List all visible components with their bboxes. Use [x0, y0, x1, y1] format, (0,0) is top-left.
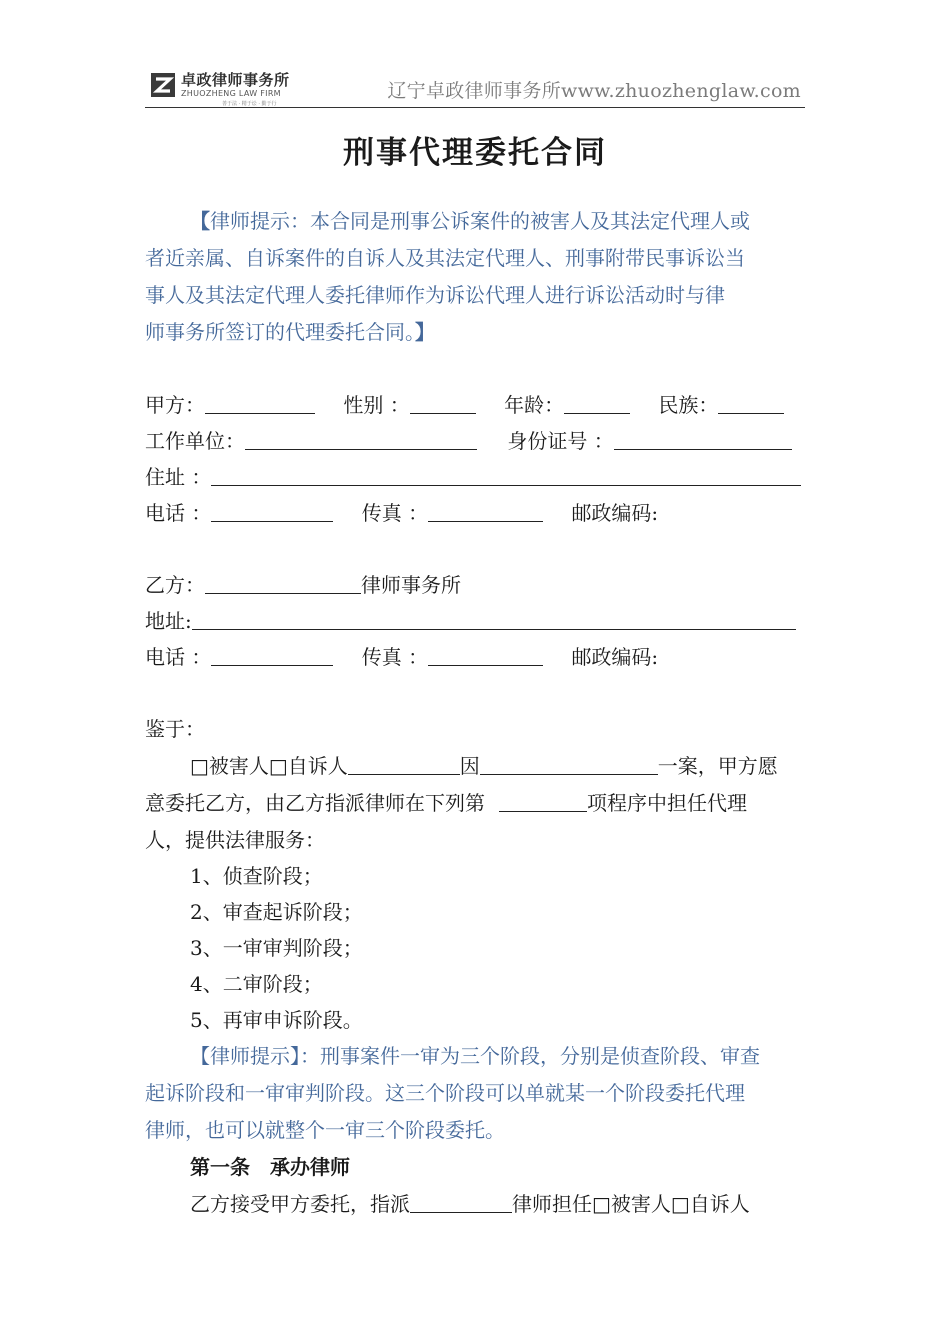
id-number-field[interactable]: [614, 427, 792, 450]
stage-item: 3、一审审判阶段；: [190, 936, 363, 960]
tip1-line1: 【律师提示：本合同是刑事公诉案件的被害人及其法定代理人或: [190, 209, 750, 233]
stage-number-field[interactable]: [499, 789, 587, 812]
stage-item: 5、再审申诉阶段。: [190, 1008, 363, 1032]
gender-label: 性别 ：: [343, 393, 410, 417]
opposing-party-field[interactable]: [348, 752, 460, 775]
party-a-row4: [145, 495, 658, 532]
logo-name-en: ZHUOZHENG LAW FIRM: [181, 89, 281, 98]
party-a-row1: [145, 387, 784, 424]
stage-item: 4、二审阶段；: [190, 972, 323, 996]
logo-icon: [150, 72, 176, 98]
party-b-row3: [145, 639, 658, 676]
party-a-label: 甲方：: [145, 393, 205, 417]
fax-a-label: 传真 ：: [361, 501, 429, 525]
gender-field[interactable]: [410, 391, 476, 414]
age-label: 年龄：: [504, 393, 565, 417]
fax-b-label: 传真 ：: [361, 645, 429, 669]
stage-item: 1、侦查阶段；: [190, 864, 323, 888]
address-b-field[interactable]: [192, 607, 796, 630]
postcode-b-label: 邮政编码:: [571, 645, 659, 669]
phone-a-field[interactable]: [211, 499, 333, 522]
party-b-label: 乙方：: [145, 573, 205, 597]
tip2-line3: 律师，也可以就整个一审三个阶段委托。: [145, 1118, 505, 1142]
whereas-line3: 人，提供法律服务：: [145, 828, 325, 852]
work-unit-label: 工作单位：: [145, 429, 245, 453]
whereas-line1: □被害人□自诉人 因 一案，甲方愿: [190, 754, 778, 778]
page-header: [145, 66, 805, 108]
address-a-field[interactable]: [211, 463, 801, 486]
logo-tagline: 善于法 · 精于讼 · 勤于行: [222, 101, 277, 107]
tip2-line2: 起诉阶段和一审审判阶段。这三个阶段可以单就某一个阶段委托代理: [145, 1081, 745, 1105]
document-title: 刑事代理委托合同: [343, 135, 607, 171]
party-a-row3: [145, 459, 801, 496]
phone-b-field[interactable]: [211, 643, 333, 666]
tip2-line1: 【律师提示】：刑事案件一审为三个阶段，分别是侦查阶段、审查: [190, 1044, 760, 1068]
party-a-name-field[interactable]: [205, 391, 315, 414]
case-cause-field[interactable]: [480, 752, 658, 775]
tip1-line3: 事人及其法定代理人委托律师作为诉讼代理人进行诉讼活动时与律: [145, 283, 725, 307]
tip1-line4: 师事务所签订的代理委托合同。】: [145, 320, 435, 344]
fax-a-field[interactable]: [428, 499, 543, 522]
party-b-row2: [145, 603, 796, 640]
age-field[interactable]: [564, 391, 630, 414]
whereas-label: 鉴于：: [145, 717, 205, 741]
party-b-row1: [145, 567, 461, 604]
postcode-a-label: 邮政编码:: [571, 501, 659, 525]
tip1-line2: 者近亲属、自诉案件的自诉人及其法定代理人、刑事附带民事诉讼当: [145, 246, 745, 270]
article1-line1: 乙方接受甲方委托，指派 律师担任□被害人□自诉人: [190, 1192, 750, 1216]
work-unit-field[interactable]: [245, 427, 477, 450]
id-number-label: 身份证号 ：: [507, 429, 614, 453]
address-a-label: 住址 ：: [145, 465, 212, 489]
stage-item: 2、审查起诉阶段；: [190, 900, 363, 924]
party-b-name-field[interactable]: [205, 571, 361, 594]
logo-name-cn: 卓政律师事务所: [181, 71, 290, 89]
whereas-line2: 意委托乙方，由乙方指派律师在下列第 项程序中担任代理: [145, 791, 747, 815]
header-site: 辽宁卓政律师事务所www.zhuozhenglaw.com: [387, 80, 801, 102]
address-b-label: 地址:: [145, 609, 192, 633]
phone-b-label: 电话 ：: [145, 645, 212, 669]
ethnicity-label: 民族：: [658, 393, 719, 417]
header-divider: [145, 107, 805, 108]
firm-logo: [150, 68, 310, 108]
phone-a-label: 电话 ：: [145, 501, 212, 525]
law-firm-label: 律师事务所: [361, 573, 461, 597]
ethnicity-field[interactable]: [718, 391, 784, 414]
lawyer-name-field[interactable]: [410, 1190, 512, 1213]
party-a-row2: [145, 423, 792, 460]
article1-heading: 第一条 承办律师: [190, 1155, 350, 1179]
fax-b-field[interactable]: [428, 643, 543, 666]
